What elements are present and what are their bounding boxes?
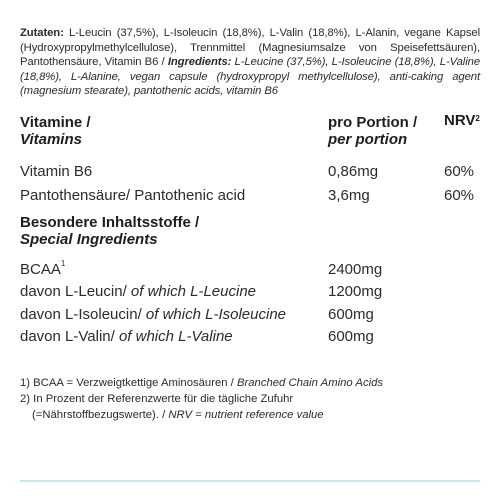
vitamin-amount: 3,6mg (328, 186, 370, 204)
bcaa-name (20, 258, 328, 278)
vitamins-title (20, 114, 328, 148)
special-row (20, 280, 480, 303)
nrv-header (422, 112, 480, 129)
special-amount: 1200mg (328, 283, 383, 301)
bcaa-row (20, 258, 480, 281)
ingredients-en-text: L-Leucine (37,5%), L-Isoleucine (18,8%), L-Valine (18,8%), L-Alanine, vegan capsule (hydroxypropyl methylcellulose), anti-caking agent (magnesium stearate), pantothenic acids, vitamin B6 (20, 56, 480, 98)
special-amount: 600mg (328, 305, 374, 323)
footnote-2-line2 (20, 407, 480, 423)
bcaa-amount: 2400mg (328, 260, 383, 278)
special-name-de: davon L-Isoleucin/ (20, 305, 146, 323)
vitamins-title-en: Vitamins (20, 130, 82, 148)
special-title-en: Special Ingredients (20, 230, 158, 248)
special-name (20, 328, 328, 345)
special-name (20, 306, 328, 323)
special-row (20, 325, 480, 348)
nutrition-label (20, 26, 480, 424)
footnote-1-en: Branched Chain Amino Acids (236, 376, 384, 389)
vitamin-amount: 0,86mg (328, 162, 379, 180)
special-amount: 600mg (328, 328, 374, 346)
footnote-1-de: 1) BCAA = Verzweigtkettige Aminosäuren / (20, 376, 237, 389)
vitamin-nrv: 60% (444, 162, 475, 180)
special-name-en: of which L-Leucine (130, 283, 256, 301)
vitamins-title-de: Vitamine / (20, 113, 91, 131)
vitamin-row (20, 180, 480, 204)
special-name-de: davon L-Valin/ (20, 328, 119, 346)
ingredients-de-label: Zutaten: (20, 27, 64, 39)
footnotes (20, 375, 480, 424)
vitamin-name: Pantothensäure/ Pantothenic acid (20, 186, 246, 204)
ingredients-de-text: L-Leucin (37,5%), L-Isoleucin (18,8%), L-Valin (18,8%), L-Alanin, vegane Kapsel (Hydroxypropylmethylcellulose), Trennmittel (Magnesiumsalze von Speisefettsäuren), Pantothensäure, Vitamin B6 / (20, 27, 480, 69)
special-name-en: of which L-Isoleucine (145, 305, 286, 323)
special-row (20, 303, 480, 326)
ingredients-en-label: Ingredients: (167, 56, 232, 69)
footnote-1 (20, 375, 480, 391)
footnote-2-en: NRV = nutrient reference value (168, 409, 324, 422)
portion-header-de: pro Portion / (328, 113, 418, 131)
portion-header-en: per portion (328, 130, 408, 148)
ingredients-paragraph (20, 26, 480, 99)
vitamins-header-row (20, 112, 480, 148)
vitamin-name: Vitamin B6 (20, 162, 93, 180)
accent-divider (20, 480, 480, 482)
special-name-de: davon L-Leucin/ (20, 283, 131, 301)
bcaa-label: BCAA (20, 260, 61, 278)
special-ingredients-title (20, 214, 480, 248)
nrv-header-label: NRV (444, 111, 476, 129)
special-title-de: Besondere Inhaltsstoffe / (20, 213, 200, 231)
bcaa-sup: 1 (60, 258, 66, 268)
footnote-2-de: (=Nährstoffbezugswerte). / (32, 409, 169, 422)
portion-header (328, 114, 422, 148)
special-name-en: of which L-Valine (118, 328, 233, 346)
nrv-header-sup: 2 (475, 113, 480, 123)
special-name (20, 283, 328, 300)
vitamin-row (20, 156, 480, 180)
vitamin-nrv: 60% (444, 186, 475, 204)
footnote-2-line1: 2) In Prozent der Referenzwerte für die tägliche Zufuhr (20, 393, 294, 406)
